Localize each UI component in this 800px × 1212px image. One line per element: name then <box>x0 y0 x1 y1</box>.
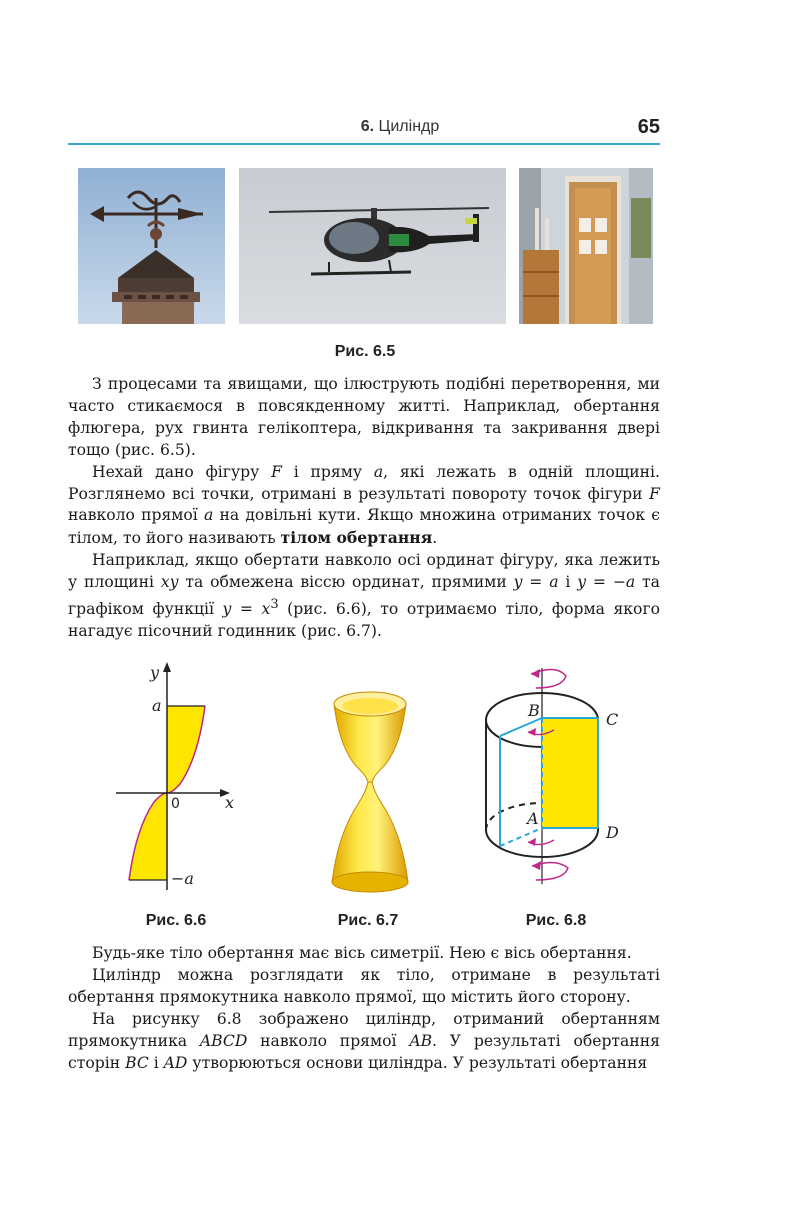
figure-6-6 <box>110 658 260 902</box>
chapter-header <box>0 118 800 136</box>
figure-6-7 <box>320 682 420 902</box>
a-label: a <box>152 696 162 715</box>
chapter-number: 6. <box>360 118 375 135</box>
paragraph: Нехай дано фігуру F і пряму a, які лежать в одній площині. Розглянемо всі точки, отримані в результаті повороту точок фігури F навколо прямої a на довільні кути. Якщо множина отриманих точок є тілом, то його називають тілом обертання. <box>68 462 660 548</box>
figure-caption-6-6: Рис. 6.6 <box>145 912 207 929</box>
paragraph: Наприклад, якщо обертати навколо осі ординат фігуру, яка лежить у площині xy та обмежена віссю ординат, прямими y = a і y = −a та графіком функції $y = x^3$ (рис. 6.6), то отримаємо тіло, форма якого нагадує пісочний годинник (рис. 6.7). <box>68 551 660 641</box>
figure-caption-6-8: Рис. 6.8 <box>525 912 587 929</box>
figure-6-8 <box>476 660 636 896</box>
origin-label: 0 <box>171 796 180 812</box>
body-text-bottom <box>68 943 660 1074</box>
paragraph: На рисунку 6.8 зображено циліндр, отриманий обертанням прямокутника ABCD навколо прямої AB. У результаті обертання сторін BC і AD утворюються основи циліндра. У результаті обертання <box>68 1009 660 1072</box>
chapter-title: Циліндр <box>378 118 440 135</box>
helicopter-photo <box>239 168 506 324</box>
neg-a-label: −a <box>171 869 194 888</box>
label-b: B <box>528 701 540 720</box>
figure-caption-6-7: Рис. 6.7 <box>337 912 399 929</box>
label-d: D <box>606 823 619 842</box>
paragraph: З процесами та явищами, що ілюструють подібні перетворення, ми часто стикаємося в повсякденному житті. Наприклад, обертання флюгера, рух гвинта гелікоптера, відкривання та закривання двері тощо (рис. 6.5). <box>68 375 660 459</box>
label-a: A <box>527 809 539 828</box>
header-divider <box>68 143 660 145</box>
figure-caption-6-5: Рис. 6.5 <box>334 343 396 360</box>
body-text-top <box>68 374 660 643</box>
door-photo <box>519 168 653 324</box>
page-number: 65 <box>637 116 660 138</box>
x-axis-label: x <box>225 793 235 812</box>
paragraph: Циліндр можна розглядати як тіло, отримане в результаті обертання прямокутника навколо прямої, що містить його сторону. <box>68 965 660 1006</box>
label-c: C <box>606 710 619 729</box>
weathervane-photo <box>78 168 225 324</box>
y-axis-label: y <box>150 663 160 682</box>
paragraph: Будь-яке тіло обертання має вісь симетрії. Нею є вісь обертання. <box>92 944 632 962</box>
